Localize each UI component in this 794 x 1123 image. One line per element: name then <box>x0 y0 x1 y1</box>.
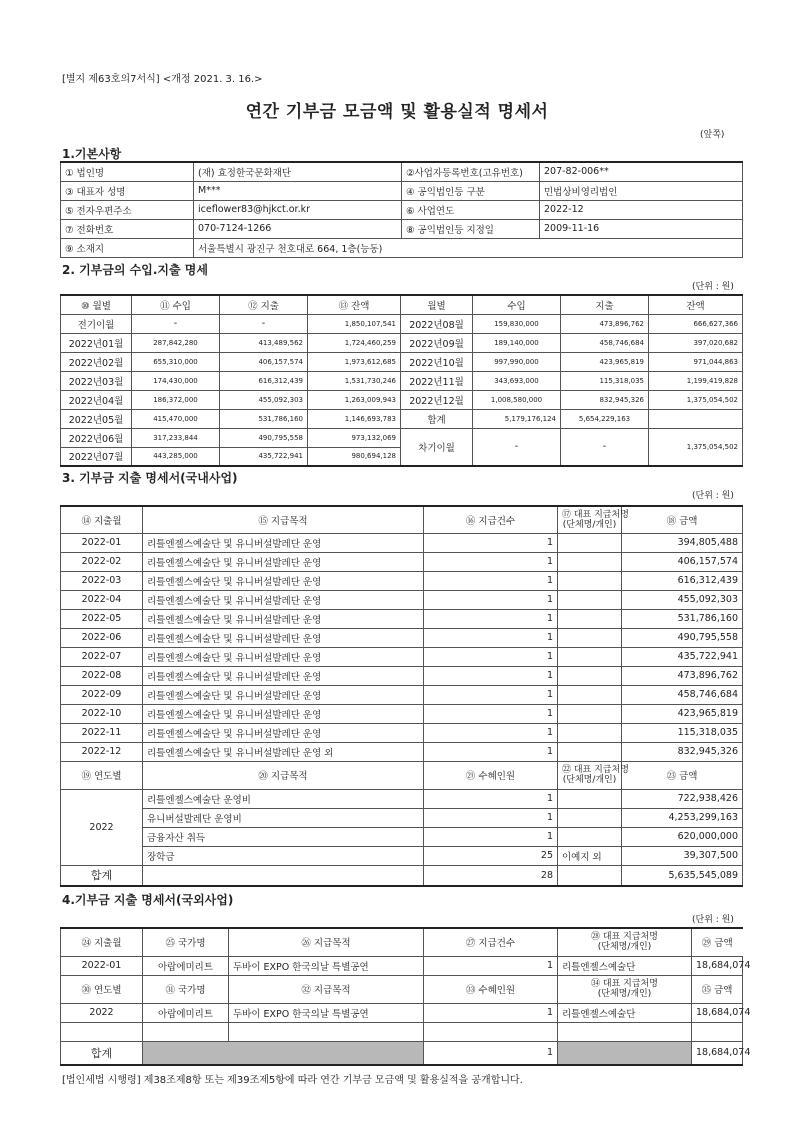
empty-cell <box>61 1022 143 1041</box>
header-row <box>61 506 743 533</box>
recipient-cell: 리틀엔젤스예술단 <box>558 1003 692 1022</box>
month-cell: 2022년06월 <box>61 428 132 447</box>
month-cell: 2022년03월 <box>61 371 132 390</box>
balance-cell <box>649 409 743 428</box>
balance-cell: 971,044,863 <box>649 352 743 371</box>
table-row <box>61 846 743 865</box>
col-header: ⑩ 월별 <box>61 295 132 314</box>
table-row <box>61 428 743 447</box>
balance-cell: 1,724,460,259 <box>308 333 401 352</box>
amount-cell: 458,746,684 <box>622 685 743 704</box>
income-cell: 415,470,000 <box>132 409 220 428</box>
month-cell: 2022-02 <box>61 552 143 571</box>
income-cell: - <box>132 314 220 333</box>
carry-forward-label: 차기이월 <box>401 428 473 466</box>
carry-balance: 1,375,054,502 <box>649 428 743 466</box>
table-row <box>61 533 743 552</box>
amount-cell: 406,157,574 <box>622 552 743 571</box>
front-page-label: (앞쪽) <box>700 130 725 140</box>
domestic-expense-table <box>60 505 743 887</box>
basic-info-row <box>61 162 743 181</box>
count-cell: 1 <box>424 1003 558 1022</box>
label-cell: ③ 대표자 성명 <box>61 181 194 200</box>
income-cell: 655,310,000 <box>132 352 220 371</box>
expense-cell: 413,489,562 <box>220 333 308 352</box>
total-amount: 5,635,545,089 <box>622 865 743 886</box>
recipient-cell <box>558 666 622 685</box>
month-cell: 2022년12월 <box>401 390 473 409</box>
basic-info-table <box>60 161 743 258</box>
month-cell: 2022년08월 <box>401 314 473 333</box>
col-header: ㉑ 수혜인원 <box>424 761 558 789</box>
col-header: 잔액 <box>649 295 743 314</box>
total-label: 합계 <box>61 865 143 886</box>
income-cell: 443,285,000 <box>132 447 220 466</box>
amount-cell: 115,318,035 <box>622 723 743 742</box>
month-cell: 2022년05월 <box>61 409 132 428</box>
amount-cell: 531,786,160 <box>622 609 743 628</box>
table-row <box>61 609 743 628</box>
month-cell: 2022-11 <box>61 723 143 742</box>
purpose-cell: 리틀엔젤스예술단 운영비 <box>143 789 424 808</box>
col-header: ⑬ 잔액 <box>308 295 401 314</box>
month-cell: 2022-06 <box>61 628 143 647</box>
unit-label: (단위 : 원) <box>692 491 734 501</box>
count-cell: 1 <box>424 808 558 827</box>
value-cell: 070-7124-1266 <box>194 219 402 238</box>
recipient-cell <box>558 628 622 647</box>
month-cell: 2022-07 <box>61 647 143 666</box>
count-cell: 25 <box>424 846 558 865</box>
value-cell: (재) 효정한국문화재단 <box>194 162 402 181</box>
table-row <box>61 571 743 590</box>
empty-cell <box>143 865 424 886</box>
purpose-cell: 장학금 <box>143 846 424 865</box>
col-header <box>558 761 629 789</box>
label-cell: ④ 공익법인등 구분 <box>402 181 540 200</box>
purpose-cell: 리틀엔젤스예술단 및 유니버설발레단 운영 <box>143 685 424 704</box>
recipient-cell <box>558 571 622 590</box>
header-row <box>61 295 743 314</box>
purpose-cell: 유니버설발레단 운영비 <box>143 808 424 827</box>
document-title: 연간 기부금 모금액 및 활용실적 명세서 <box>245 102 549 122</box>
recipient-cell <box>558 533 622 552</box>
expense-cell: 423,965,819 <box>561 352 649 371</box>
table-row <box>61 1003 743 1022</box>
balance-cell: 1,850,107,541 <box>308 314 401 333</box>
basic-info-row <box>61 200 743 219</box>
count-cell: 1 <box>424 571 558 590</box>
amount-cell: 620,000,000 <box>622 827 743 846</box>
address-value: 서울특별시 광진구 천호대로 664, 1층(능동) <box>194 238 743 257</box>
purpose-cell: 리틀엔젤스예술단 및 유니버설발레단 운영 <box>143 609 424 628</box>
month-cell: 2022-10 <box>61 704 143 723</box>
country-cell: 아랍에미리트 <box>143 956 229 975</box>
legal-footnote: [법인세법 시행령] 제38조제8항 또는 제39조제5항에 따라 연간 기부금 모금액 및 활용실적을 공개합니다. <box>62 1075 523 1086</box>
month-cell: 2022년07월 <box>61 447 132 466</box>
expense-cell: 406,157,574 <box>220 352 308 371</box>
amount-cell: 39,307,500 <box>622 846 743 865</box>
income-cell: 343,693,000 <box>473 371 561 390</box>
col-header: ⑮ 지급목적 <box>143 506 424 533</box>
col-header: ⑲ 연도별 <box>61 761 143 789</box>
value-cell: iceflower83@hjkct.or.kr <box>194 200 402 219</box>
income-cell: 287,842,280 <box>132 333 220 352</box>
carry-income: - <box>473 428 561 466</box>
total-row <box>61 1041 743 1065</box>
month-cell: 2022-04 <box>61 590 143 609</box>
income-cell: 174,430,000 <box>132 371 220 390</box>
expense-cell: - <box>220 314 308 333</box>
purpose-cell: 리틀엔젤스예술단 및 유니버설발레단 운영 <box>143 533 424 552</box>
income-expense-table <box>60 294 743 467</box>
amount-cell: 4,253,299,163 <box>622 808 743 827</box>
col-header: ㉟ 금액 <box>692 975 743 1003</box>
amount-cell: 18,684,074 <box>692 956 743 975</box>
expense-cell: 435,722,941 <box>220 447 308 466</box>
amount-cell: 18,684,074 <box>692 1003 743 1022</box>
recipient-cell <box>558 789 622 808</box>
recipient-cell <box>558 647 622 666</box>
col-header: ㉛ 국가명 <box>143 975 229 1003</box>
recipient-cell: 이예지 외 <box>558 846 622 865</box>
count-cell: 1 <box>424 704 558 723</box>
month-cell: 2022-05 <box>61 609 143 628</box>
shaded-cell <box>143 1041 424 1065</box>
value-cell: 207-82-006** <box>540 162 743 181</box>
table-row <box>61 314 743 333</box>
month-cell: 2022년01월 <box>61 333 132 352</box>
count-cell: 1 <box>424 552 558 571</box>
col-header <box>558 975 692 1003</box>
header-row <box>61 761 743 789</box>
balance-cell: 980,694,128 <box>308 447 401 466</box>
col-header: ㉔ 지출월 <box>61 928 143 956</box>
count-cell: 1 <box>424 647 558 666</box>
month-cell: 2022년09월 <box>401 333 473 352</box>
col-header: ㉙ 금액 <box>692 928 743 956</box>
table-row <box>61 352 743 371</box>
income-cell: 997,990,000 <box>473 352 561 371</box>
expense-total: 5,654,229,163 <box>561 409 649 428</box>
count-cell: 1 <box>424 723 558 742</box>
month-cell: 2022년04월 <box>61 390 132 409</box>
empty-cell <box>558 1022 692 1041</box>
col-header: ㉓ 금액 <box>622 761 743 789</box>
balance-cell: 1,199,419,828 <box>649 371 743 390</box>
col-header: ㉚ 연도별 <box>61 975 143 1003</box>
year-cell: 2022 <box>61 789 143 865</box>
col-header <box>558 928 692 956</box>
header-row <box>61 975 743 1003</box>
section-3-title: 3. 기부금 지출 명세서(국내사업) <box>62 471 238 485</box>
table-row <box>61 704 743 723</box>
table-row <box>61 789 743 808</box>
table-row <box>61 590 743 609</box>
value-cell: 2009-11-16 <box>540 219 743 238</box>
col-header: ㉗ 지급건수 <box>424 928 558 956</box>
purpose-cell: 리틀엔젤스예술단 및 유니버설발레단 운영 <box>143 552 424 571</box>
section-4-title: 4.기부금 지출 명세서(국외사업) <box>62 893 234 907</box>
col-header: ⑫ 지출 <box>220 295 308 314</box>
month-cell: 2022-01 <box>61 533 143 552</box>
recipient-cell <box>558 590 622 609</box>
table-row <box>61 552 743 571</box>
count-cell: 1 <box>424 956 558 975</box>
month-cell: 2022년02월 <box>61 352 132 371</box>
col-header: ㉝ 수혜인원 <box>424 975 558 1003</box>
purpose-cell: 리틀엔젤스예술단 및 유니버설발레단 운영 외 <box>143 742 424 761</box>
empty-cell <box>424 1022 558 1041</box>
amount-cell: 455,092,303 <box>622 590 743 609</box>
col-header: ⑱ 금액 <box>622 506 743 533</box>
balance-cell: 1,375,054,502 <box>649 390 743 409</box>
value-cell: 2022-12 <box>540 200 743 219</box>
income-total: 5,179,176,124 <box>473 409 561 428</box>
col-header: ⑯ 지급건수 <box>424 506 558 533</box>
header-line: (단체명/개인) <box>562 775 617 785</box>
expense-cell: 616,312,439 <box>220 371 308 390</box>
purpose-cell: 두바이 EXPO 한국의날 특별공연 <box>229 1003 424 1022</box>
table-row <box>61 723 743 742</box>
purpose-cell: 리틀엔젤스예술단 및 유니버설발레단 운영 <box>143 590 424 609</box>
total-label: 합계 <box>61 1041 143 1065</box>
amount-cell: 832,945,326 <box>622 742 743 761</box>
total-amount: 18,684,074 <box>692 1041 743 1065</box>
month-cell: 2022년11월 <box>401 371 473 390</box>
purpose-cell: 리틀엔젤스예술단 및 유니버설발레단 운영 <box>143 571 424 590</box>
header-row <box>61 928 743 956</box>
month-cell: 2022년10월 <box>401 352 473 371</box>
table-row <box>61 371 743 390</box>
col-header: 지출 <box>561 295 649 314</box>
label-cell: ⑤ 전자우편주소 <box>61 200 194 219</box>
label-cell: ⑧ 공익법인등 지정일 <box>402 219 540 238</box>
amount-cell: 435,722,941 <box>622 647 743 666</box>
income-cell: 159,830,000 <box>473 314 561 333</box>
count-cell: 1 <box>424 609 558 628</box>
empty-row <box>61 1022 743 1041</box>
income-cell: 189,140,000 <box>473 333 561 352</box>
section-1-title: 1.기본사항 <box>62 147 122 161</box>
empty-cell <box>558 865 622 886</box>
purpose-cell: 리틀엔젤스예술단 및 유니버설발레단 운영 <box>143 666 424 685</box>
recipient-cell <box>558 704 622 723</box>
header-line: (단체명/개인) <box>562 519 617 530</box>
count-cell: 1 <box>424 666 558 685</box>
basic-info-row <box>61 181 743 200</box>
table-row <box>61 685 743 704</box>
expense-cell: 455,092,303 <box>220 390 308 409</box>
recipient-cell <box>558 808 622 827</box>
header-line: ㉒ 대표 지급처명 <box>562 765 629 775</box>
expense-cell: 832,945,326 <box>561 390 649 409</box>
expense-cell: 531,786,160 <box>220 409 308 428</box>
recipient-cell <box>558 552 622 571</box>
count-cell: 1 <box>424 789 558 808</box>
total-count: 28 <box>424 865 558 886</box>
recipient-cell <box>558 609 622 628</box>
amount-cell: 490,795,558 <box>622 628 743 647</box>
month-cell: 2022-12 <box>61 742 143 761</box>
purpose-cell: 리틀엔젤스예술단 및 유니버설발레단 운영 <box>143 628 424 647</box>
month-cell: 전기이월 <box>61 314 132 333</box>
col-header: ⑳ 지급목적 <box>143 761 424 789</box>
month-cell: 2022-09 <box>61 685 143 704</box>
empty-cell <box>229 1022 424 1041</box>
table-row <box>61 647 743 666</box>
month-cell: 2022-03 <box>61 571 143 590</box>
amount-cell: 394,805,488 <box>622 533 743 552</box>
header-line: (단체명/개인) <box>597 989 652 999</box>
month-cell: 2022-08 <box>61 666 143 685</box>
section-2-title: 2. 기부금의 수입.지출 명세 <box>62 263 208 277</box>
table-row <box>61 390 743 409</box>
header-line: ⑰ 대표 지급처명 <box>562 509 629 520</box>
count-cell: 1 <box>424 628 558 647</box>
expense-cell: 458,746,684 <box>561 333 649 352</box>
purpose-cell: 리틀엔젤스예술단 및 유니버설발레단 운영 <box>143 647 424 666</box>
recipient-cell <box>558 742 622 761</box>
col-header: ⑭ 지출월 <box>61 506 143 533</box>
expense-cell: 490,795,558 <box>220 428 308 447</box>
table-row <box>61 808 743 827</box>
purpose-cell: 두바이 EXPO 한국의날 특별공연 <box>229 956 424 975</box>
carry-expense: - <box>561 428 649 466</box>
count-cell: 1 <box>424 533 558 552</box>
table-row <box>61 628 743 647</box>
recipient-cell <box>558 723 622 742</box>
address-label: ⑨ 소재지 <box>61 238 194 257</box>
label-cell: ②사업자등록번호(고유번호) <box>402 162 540 181</box>
empty-cell <box>692 1022 743 1041</box>
unit-label: (단위 : 원) <box>692 915 734 925</box>
balance-cell: 1,531,730,246 <box>308 371 401 390</box>
amount-cell: 473,896,762 <box>622 666 743 685</box>
label-cell: ① 법인명 <box>61 162 194 181</box>
address-row <box>61 238 743 257</box>
country-cell: 아랍에미리트 <box>143 1003 229 1022</box>
header-line: (단체명/개인) <box>597 942 652 953</box>
form-number: [별지 제63호의7서식] <개정 2021. 3. 16.> <box>62 74 263 85</box>
basic-info-row <box>61 219 743 238</box>
recipient-cell <box>558 827 622 846</box>
col-header: ㉕ 국가명 <box>143 928 229 956</box>
count-cell: 1 <box>424 685 558 704</box>
count-cell: 1 <box>424 590 558 609</box>
unit-label: (단위 : 원) <box>692 282 734 292</box>
shaded-cell <box>558 1041 692 1065</box>
balance-cell: 1,973,612,685 <box>308 352 401 371</box>
amount-cell: 616,312,439 <box>622 571 743 590</box>
label-cell: ⑥ 사업연도 <box>402 200 540 219</box>
col-header: ㉜ 지급목적 <box>229 975 424 1003</box>
balance-cell: 1,146,693,783 <box>308 409 401 428</box>
total-row <box>61 865 743 886</box>
total-label: 합계 <box>401 409 473 428</box>
table-row <box>61 333 743 352</box>
income-cell: 317,233,844 <box>132 428 220 447</box>
count-cell: 1 <box>424 827 558 846</box>
recipient-cell: 리틀엔젤스예술단 <box>558 956 692 975</box>
income-cell: 186,372,000 <box>132 390 220 409</box>
balance-cell: 397,020,682 <box>649 333 743 352</box>
value-cell: 민법상비영리법인 <box>540 181 743 200</box>
value-cell: M*** <box>194 181 402 200</box>
balance-cell: 973,132,069 <box>308 428 401 447</box>
balance-cell: 666,627,366 <box>649 314 743 333</box>
count-cell: 1 <box>424 742 558 761</box>
purpose-cell: 금융자산 취득 <box>143 827 424 846</box>
recipient-cell <box>558 685 622 704</box>
table-row <box>61 409 743 428</box>
amount-cell: 423,965,819 <box>622 704 743 723</box>
col-header: ⑪ 수입 <box>132 295 220 314</box>
expense-cell: 115,318,035 <box>561 371 649 390</box>
col-header: ㉖ 지급목적 <box>229 928 424 956</box>
header-line: ㉘ 대표 지급처명 <box>591 932 658 943</box>
purpose-cell: 리틀엔젤스예술단 및 유니버설발레단 운영 <box>143 723 424 742</box>
balance-cell: 1,263,009,943 <box>308 390 401 409</box>
overseas-expense-table <box>60 927 751 1066</box>
table-row <box>61 742 743 761</box>
table-row <box>61 666 743 685</box>
table-row <box>61 827 743 846</box>
purpose-cell: 리틀엔젤스예술단 및 유니버설발레단 운영 <box>143 704 424 723</box>
col-header: 월별 <box>401 295 473 314</box>
month-cell: 2022-01 <box>61 956 143 975</box>
amount-cell: 722,938,426 <box>622 789 743 808</box>
year-cell: 2022 <box>61 1003 143 1022</box>
col-header: 수입 <box>473 295 561 314</box>
income-cell: 1,008,580,000 <box>473 390 561 409</box>
table-row <box>61 956 743 975</box>
expense-cell: 473,896,762 <box>561 314 649 333</box>
col-header <box>558 506 629 533</box>
empty-cell <box>143 1022 229 1041</box>
total-count: 1 <box>424 1041 558 1065</box>
label-cell: ⑦ 전화번호 <box>61 219 194 238</box>
header-line: ㉞ 대표 지급처명 <box>591 979 658 989</box>
